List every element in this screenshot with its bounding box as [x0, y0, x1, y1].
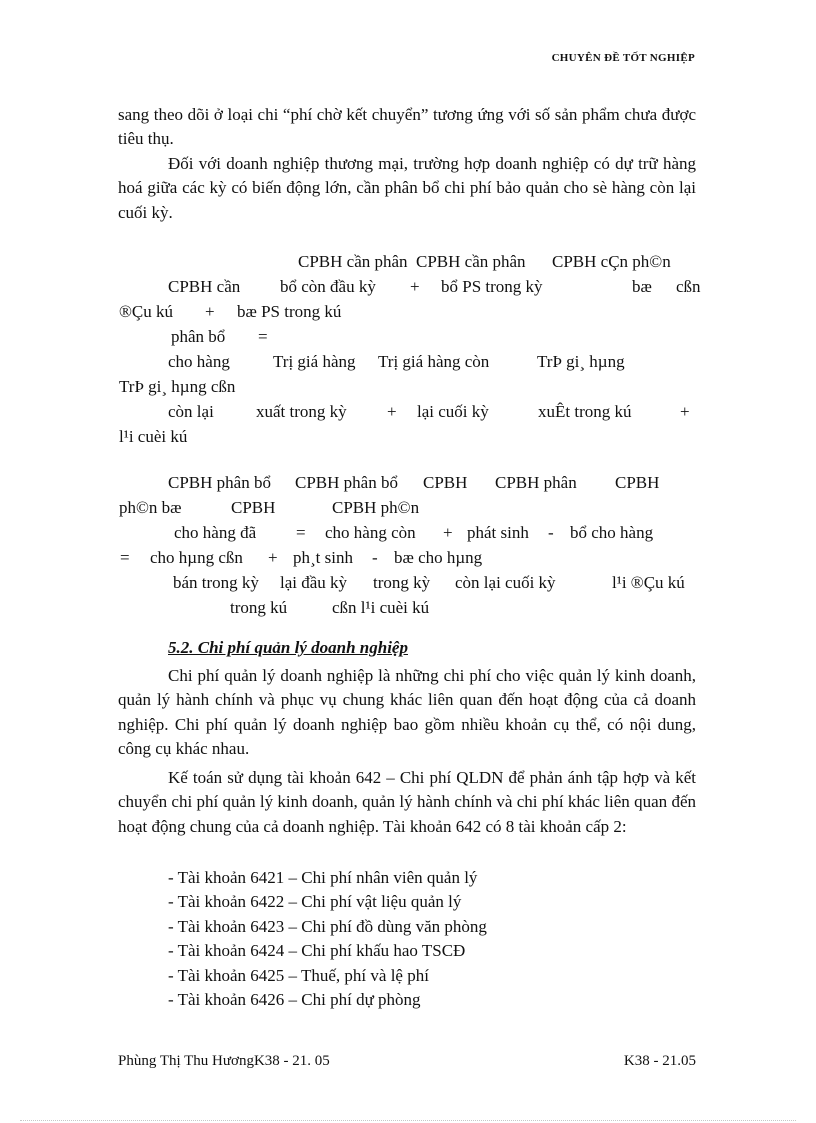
formula1-text: phân bổ [171, 327, 226, 346]
footer-class: K38 - 21.05 [623, 1053, 696, 1069]
list-item: - Tài khoản 6425 – Thuế, phí và lệ phí [168, 965, 429, 985]
list-item: - Tài khoản 6426 – Chi phí dự phòng [168, 990, 421, 1010]
formula2-text: ph¸t sinh [293, 548, 353, 567]
formula1-text: TrÞ gi¸ hµng cßn [119, 377, 236, 396]
page-bottom-divider [20, 1120, 796, 1121]
formula1-operator: = [258, 327, 268, 346]
formula2-operator: = [296, 523, 306, 542]
formula2-text: CPBH [231, 498, 276, 517]
page-header-title: CHUYÊN ĐỀ TỐT NGHIỆP [551, 52, 695, 64]
account-list [168, 866, 487, 1012]
formula1-text: CPBH cần phân [298, 252, 408, 271]
formula1-text: còn lại [168, 402, 214, 421]
formula1-text: lại cuối kỳ [417, 402, 489, 421]
paragraph-account-642: Kế toán sử dụng tài khoản 642 – Chi phí QLDN để phản ánh tập hợp và kết chuyển chi phí quản lý kinh doanh, quản lý hành chính và chi phí khác liên quan đến hoạt động chung của cả doanh nghiệp. Tài khoản 642 có 8 tài khoản cấp 2: [118, 768, 696, 836]
formula2-text: CPBH ph©n [332, 498, 420, 517]
formula2-text: bæ cho hµng [394, 548, 483, 567]
formula1-operator: + [410, 277, 420, 296]
formula1-text: CPBH cần [168, 277, 241, 296]
formula1-operator: + [680, 402, 690, 421]
formula2-operator: + [268, 548, 278, 567]
formula1-text: TrÞ gi¸ hµng [537, 352, 625, 371]
formula2-text: bổ cho hàng [570, 523, 654, 542]
formula2-text: phát sinh [467, 523, 529, 542]
formula1-text: bæ [632, 277, 652, 296]
formula2-text: cho hàng đã [174, 523, 257, 542]
formula1-text: xuất trong kỳ [256, 402, 347, 421]
formula2-operator: = [120, 548, 130, 567]
formula2-operator: - [548, 523, 554, 542]
formula1-operator: + [205, 302, 215, 321]
formula2-text: lại đầu kỳ [280, 573, 348, 592]
formula2-text: CPBH [615, 473, 660, 492]
section-heading: 5.2. Chi phí quản lý doanh nghiệp [168, 638, 408, 657]
paragraph-definition: Chi phí quản lý doanh nghiệp là những chi phí cho việc quản lý kinh doanh, quản lý hành chính và phục vụ chung khác liên quan đến hoạt động của cả doanh nghiệp. Chi phí quản lý doanh nghiệp bao gồm nhiều khoản cụ thể, có nội dung, công cụ khác nhau. [118, 666, 696, 759]
list-item: - Tài khoản 6424 – Chi phí khấu hao TSCĐ [168, 941, 466, 961]
formula1-text: l¹i cuèi kú [119, 427, 188, 446]
formula1-text: bổ còn đầu kỳ [280, 277, 376, 296]
formula2-text: CPBH [423, 473, 468, 492]
formula2-operator: + [443, 523, 453, 542]
paragraph-continuation: sang theo dõi ở loại chi “phí chờ kết chuyển” tương ứng với số sản phẩm chưa được tiêu thụ. [118, 105, 696, 149]
formula1-text: cho hàng [168, 352, 230, 371]
formula2-text: bán trong kỳ [173, 573, 259, 592]
formula1-text: bổ PS trong kỳ [441, 277, 543, 296]
formula2-text: còn lại cuối kỳ [455, 573, 556, 592]
list-item: - Tài khoản 6422 – Chi phí vật liệu quản lý [168, 892, 462, 912]
formula1-text: bæ PS trong kú [237, 302, 342, 321]
formula1-text: CPBH cÇn ph©n [552, 252, 671, 271]
formula2-text: CPBH phân bổ [168, 473, 271, 492]
formula1-text: cßn [676, 277, 701, 296]
formula2-text: CPBH phân bổ [295, 473, 398, 492]
list-item: - Tài khoản 6423 – Chi phí đồ dùng văn phòng [168, 916, 487, 936]
formula2-text: cho hàng còn [325, 523, 416, 542]
paragraph-trade-enterprise: Đối với doanh nghiệp thương mại, trường hợp doanh nghiệp có dự trữ hàng hoá giữa các kỳ có biến động lớn, cần phân bổ chi phí bảo quản cho sè hàng còn lại cuối kỳ. [118, 154, 696, 222]
formula1-text: Trị giá hàng còn [378, 352, 490, 371]
formula2-text: cßn l¹i cuèi kú [332, 598, 430, 617]
footer-author: Phùng Thị Thu HươngK38 - 21. 05 [118, 1053, 330, 1069]
formula1-operator: + [387, 402, 397, 421]
formula2-text: l¹i ®Çu kú [612, 573, 685, 592]
formula2-text: trong kỳ [373, 573, 431, 592]
formula2-text: CPBH phân [495, 473, 577, 492]
list-item: - Tài khoản 6421 – Chi phí nhân viên quản lý [168, 868, 478, 887]
formula1-text: ®Çu kú [119, 302, 174, 321]
formula1-text: CPBH cần phân [416, 252, 526, 271]
formula1-text: xuÊt trong kú [538, 402, 632, 421]
formula2-operator: - [372, 548, 378, 567]
formula2-text: cho hµng cßn [150, 548, 243, 567]
formula2-text: trong kú [230, 598, 288, 617]
formula2-text: ph©n bæ [119, 498, 182, 517]
formula1-text: Trị giá hàng [273, 352, 356, 371]
